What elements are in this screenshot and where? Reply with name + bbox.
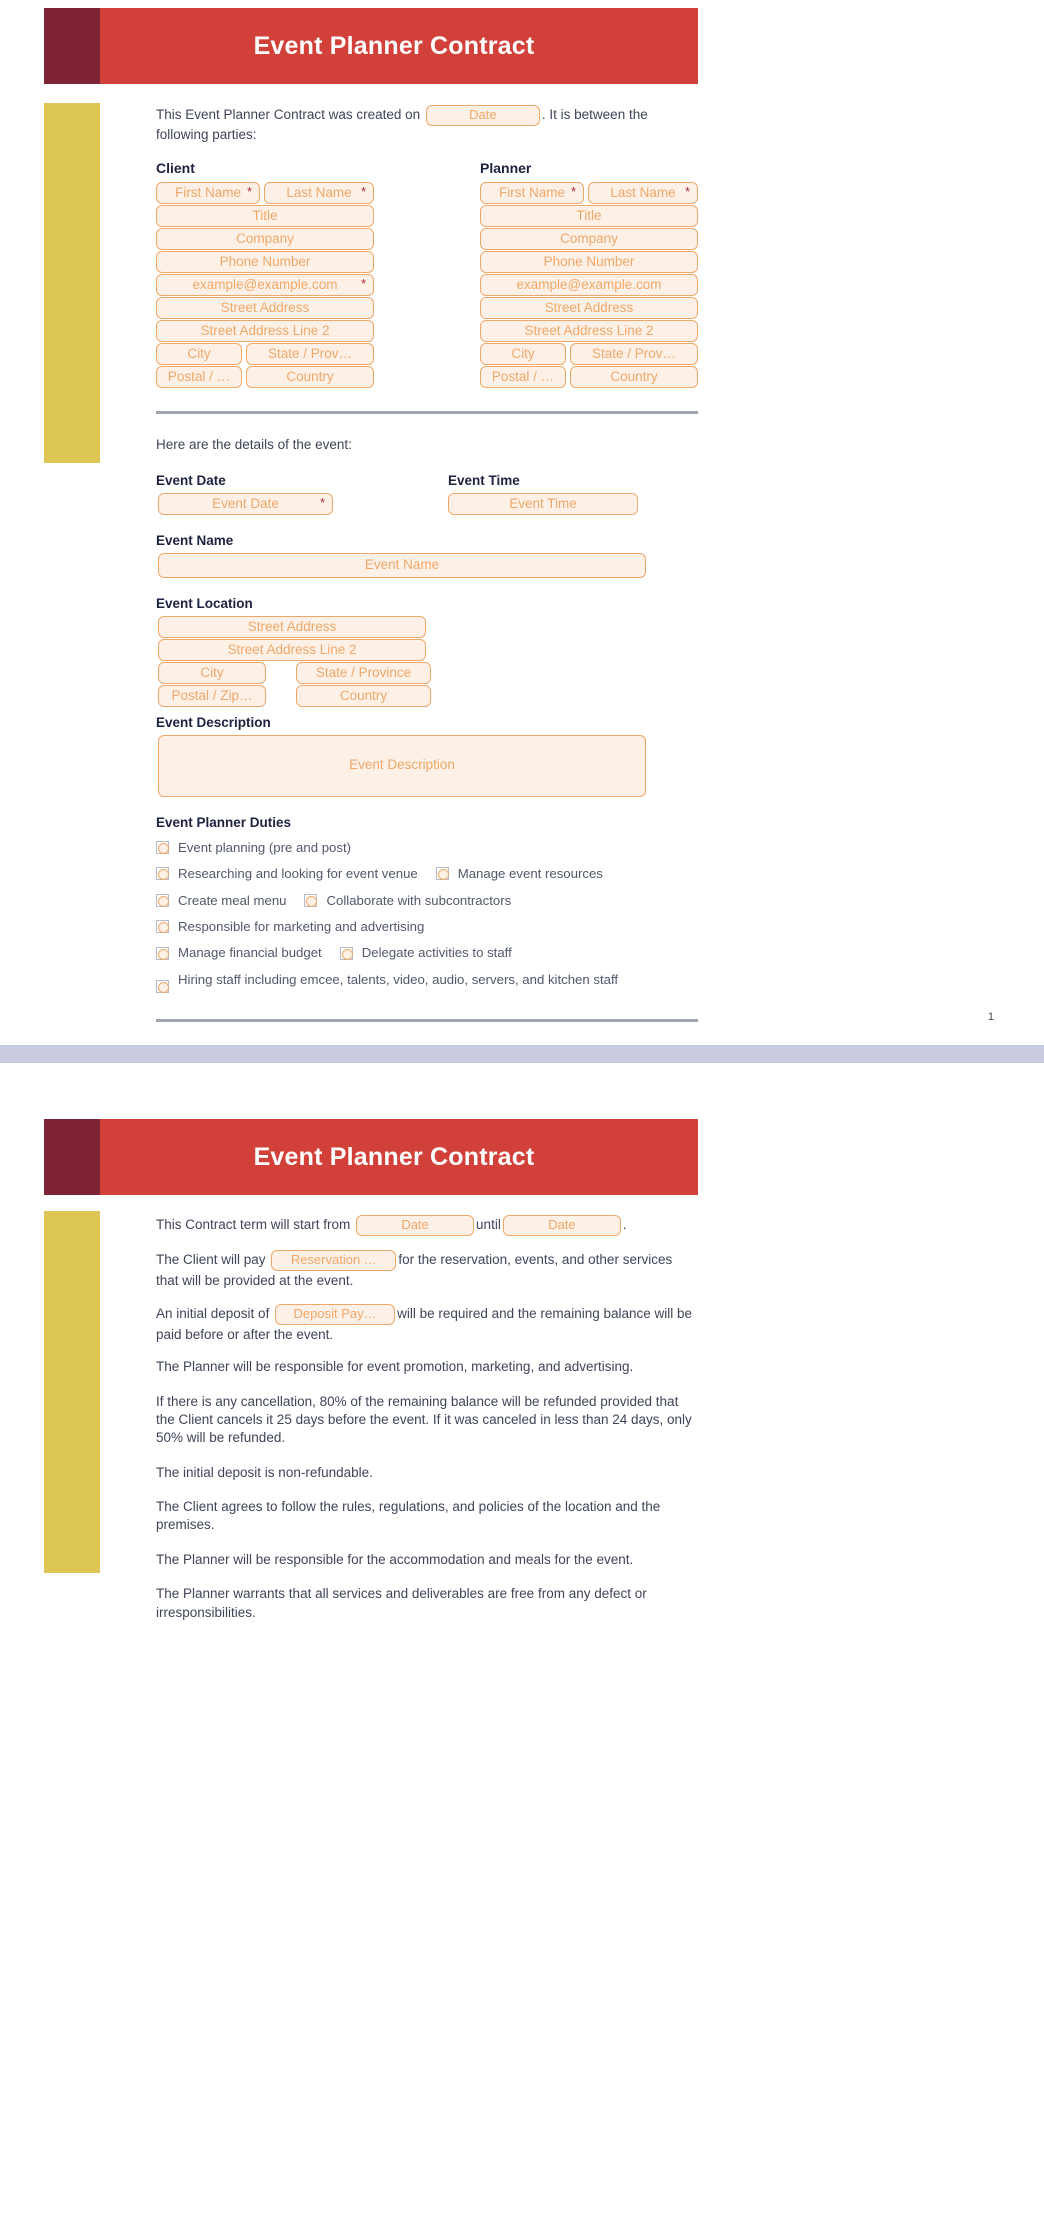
checkbox-icon[interactable] bbox=[156, 980, 169, 993]
duty-label: Responsible for marketing and advertising bbox=[178, 918, 425, 934]
page-title: Event Planner Contract bbox=[253, 31, 535, 60]
planner-email-field[interactable]: example@example.com bbox=[480, 274, 698, 296]
event-date-group bbox=[156, 473, 428, 515]
pay-text-before: The Client will pay bbox=[156, 1252, 266, 1268]
clause-paragraph: If there is any cancellation, 80% of the remaining balance will be refunded provided that the Client cancels it 25 days before the event. If it was canceled in less than 24 days, only 50% will be refunded. bbox=[156, 1393, 692, 1446]
event-name-label: Event Name bbox=[156, 532, 234, 548]
intro-text-after: . It is between the following parties: bbox=[156, 107, 648, 142]
duties-label: Event Planner Duties bbox=[156, 814, 292, 830]
page-2-body bbox=[156, 1215, 698, 1638]
planner-last-name-field[interactable] bbox=[588, 182, 698, 204]
checkbox-icon[interactable] bbox=[156, 894, 169, 907]
duty-label: Hiring staff including emcee, talents, video, audio, servers, and kitchen staff bbox=[178, 971, 619, 987]
event-datetime-row bbox=[156, 473, 698, 515]
planner-city-field[interactable]: City bbox=[480, 343, 566, 365]
planner-state-field[interactable]: State / Prov… bbox=[570, 343, 698, 365]
header-accent-block bbox=[44, 1119, 100, 1195]
clause-paragraph: The initial deposit is non-refundable. bbox=[156, 1464, 373, 1480]
location-street-field[interactable]: Street Address bbox=[158, 616, 426, 638]
page-number: 1 bbox=[987, 1011, 994, 1023]
page-header-2 bbox=[44, 1119, 698, 1195]
planner-name-row bbox=[480, 182, 698, 204]
required-asterisk: * bbox=[319, 494, 325, 510]
required-asterisk: * bbox=[246, 184, 252, 200]
contract-page-2 bbox=[0, 1063, 1044, 2216]
event-description-group bbox=[156, 715, 698, 797]
party-headings-row bbox=[156, 160, 698, 176]
duty-row bbox=[156, 944, 698, 961]
field-placeholder: First Name bbox=[174, 185, 241, 201]
client-name-row bbox=[156, 182, 374, 204]
deposit-text-before: An initial deposit of bbox=[156, 1306, 270, 1322]
deposit-text-after: will be required and the remaining balance will be paid before or after the event. bbox=[156, 1306, 693, 1343]
planner-first-name-field[interactable] bbox=[480, 182, 584, 204]
client-postal-field[interactable]: Postal / … bbox=[156, 366, 242, 388]
client-heading: Client bbox=[156, 160, 195, 177]
client-city-state-row bbox=[156, 343, 374, 365]
duty-label: Manage financial budget bbox=[178, 945, 322, 961]
field-placeholder: Event Date bbox=[212, 495, 279, 511]
required-asterisk: * bbox=[360, 276, 366, 292]
contract-term-paragraph bbox=[156, 1215, 698, 1236]
checkbox-icon[interactable] bbox=[156, 947, 169, 960]
checkbox-icon[interactable] bbox=[340, 947, 353, 960]
event-date-label: Event Date bbox=[156, 472, 226, 488]
sidebar-accent-strip bbox=[44, 103, 100, 463]
intro-paragraph bbox=[156, 105, 698, 144]
planner-company-field[interactable]: Company bbox=[480, 228, 698, 250]
duties-group bbox=[156, 815, 698, 993]
client-postal-country-row bbox=[156, 366, 374, 388]
duty-label: Researching and looking for event venue bbox=[178, 866, 418, 882]
payment-paragraph bbox=[156, 1250, 698, 1290]
client-street2-field[interactable]: Street Address Line 2 bbox=[156, 320, 374, 342]
planner-street2-field[interactable]: Street Address Line 2 bbox=[480, 320, 698, 342]
contract-created-date-field[interactable]: Date bbox=[426, 105, 540, 126]
planner-postal-field[interactable]: Postal / … bbox=[480, 366, 566, 388]
page-title-2: Event Planner Contract bbox=[253, 1142, 535, 1171]
location-postal-field[interactable]: Postal / Zip… bbox=[158, 685, 266, 707]
required-asterisk: * bbox=[684, 184, 690, 200]
planner-heading: Planner bbox=[480, 160, 532, 177]
client-last-name-field[interactable] bbox=[264, 182, 374, 204]
field-placeholder: First Name bbox=[498, 185, 565, 201]
event-time-label: Event Time bbox=[448, 472, 520, 488]
duty-row bbox=[156, 839, 698, 856]
event-description-label: Event Description bbox=[156, 714, 271, 730]
event-date-field[interactable] bbox=[158, 493, 333, 515]
duty-row bbox=[156, 892, 698, 909]
required-asterisk: * bbox=[360, 184, 366, 200]
field-placeholder: example@example.com bbox=[192, 277, 338, 293]
deposit-paragraph bbox=[156, 1304, 698, 1344]
planner-phone-field[interactable]: Phone Number bbox=[480, 251, 698, 273]
clause-paragraph: The Client agrees to follow the rules, regulations, and policies of the location and the premises. bbox=[156, 1499, 661, 1533]
page-header bbox=[44, 8, 698, 84]
term-end-date-field[interactable]: Date bbox=[503, 1215, 621, 1236]
clause-paragraph: The Planner will be responsible for event promotion, marketing, and advertising. bbox=[156, 1359, 634, 1375]
reservation-payment-field[interactable]: Reservation … bbox=[271, 1250, 396, 1271]
duty-label: Delegate activities to staff bbox=[361, 945, 512, 961]
duty-row bbox=[156, 865, 698, 882]
client-street-field[interactable]: Street Address bbox=[156, 297, 374, 319]
client-phone-field[interactable]: Phone Number bbox=[156, 251, 374, 273]
intro-text-before: This Event Planner Contract was created on bbox=[156, 107, 421, 123]
section-divider-1 bbox=[156, 411, 698, 414]
duty-label: Collaborate with subcontractors bbox=[326, 892, 512, 908]
event-name-group bbox=[156, 533, 698, 578]
location-postal-country-row bbox=[158, 685, 698, 707]
term-start-date-field[interactable]: Date bbox=[356, 1215, 474, 1236]
checkbox-icon[interactable] bbox=[304, 894, 317, 907]
client-title-field[interactable]: Title bbox=[156, 205, 374, 227]
term-text-middle: until bbox=[476, 1217, 501, 1233]
client-company-field[interactable]: Company bbox=[156, 228, 374, 250]
location-country-field[interactable]: Country bbox=[296, 685, 431, 707]
checkbox-icon[interactable] bbox=[156, 920, 169, 933]
duty-label: Manage event resources bbox=[457, 866, 603, 882]
checkbox-icon[interactable] bbox=[436, 867, 449, 880]
checkbox-icon[interactable] bbox=[156, 841, 169, 854]
duty-label: Event planning (pre and post) bbox=[178, 839, 352, 855]
client-fields bbox=[156, 182, 374, 389]
duty-label: Create meal menu bbox=[178, 892, 287, 908]
event-time-group bbox=[448, 473, 698, 515]
contract-page-1 bbox=[0, 0, 1044, 1045]
planner-country-field[interactable]: Country bbox=[570, 366, 698, 388]
field-placeholder: Last Name bbox=[610, 185, 676, 201]
page-separator bbox=[0, 1045, 1044, 1063]
sidebar-accent-strip-2 bbox=[44, 1211, 100, 1573]
duty-row bbox=[156, 918, 698, 935]
event-intro-paragraph: Here are the details of the event: bbox=[156, 437, 352, 453]
page-1-body bbox=[156, 105, 698, 1044]
term-text-before: This Contract term will start from bbox=[156, 1217, 351, 1233]
location-street2-field[interactable]: Street Address Line 2 bbox=[158, 639, 426, 661]
planner-title-field[interactable]: Title bbox=[480, 205, 698, 227]
location-city-state-row bbox=[158, 662, 698, 684]
event-time-field[interactable]: Event Time bbox=[448, 493, 638, 515]
deposit-payment-field[interactable]: Deposit Pay… bbox=[275, 1304, 395, 1325]
pay-text-after: for the reservation, events, and other services that will be provided at the event. bbox=[156, 1252, 673, 1288]
header-accent-block bbox=[44, 8, 100, 84]
client-first-name-field[interactable] bbox=[156, 182, 260, 204]
field-placeholder: Last Name bbox=[286, 185, 352, 201]
event-location-fields bbox=[158, 616, 698, 707]
event-location-group bbox=[156, 596, 698, 707]
location-state-field[interactable]: State / Province bbox=[296, 662, 431, 684]
event-location-label: Event Location bbox=[156, 595, 253, 611]
party-fields-row bbox=[156, 182, 698, 389]
event-description-field[interactable]: Event Description bbox=[158, 735, 646, 797]
planner-street-field[interactable]: Street Address bbox=[480, 297, 698, 319]
planner-postal-country-row bbox=[480, 366, 698, 388]
required-asterisk: * bbox=[570, 184, 576, 200]
section-divider-2 bbox=[156, 1019, 698, 1022]
term-text-after: . bbox=[622, 1217, 627, 1233]
duty-row bbox=[156, 971, 698, 993]
client-state-field[interactable]: State / Prov… bbox=[246, 343, 374, 365]
checkbox-icon[interactable] bbox=[156, 867, 169, 880]
clause-paragraph: The Planner will be responsible for the accommodation and meals for the event. bbox=[156, 1551, 634, 1567]
clause-paragraph: The Planner warrants that all services and deliverables are free from any defect or irresponsibilities. bbox=[156, 1586, 647, 1620]
planner-city-state-row bbox=[480, 343, 698, 365]
client-email-field[interactable] bbox=[156, 274, 374, 296]
planner-fields bbox=[480, 182, 698, 389]
client-city-field[interactable]: City bbox=[156, 343, 242, 365]
client-country-field[interactable]: Country bbox=[246, 366, 374, 388]
event-name-field[interactable]: Event Name bbox=[158, 553, 646, 578]
location-city-field[interactable]: City bbox=[158, 662, 266, 684]
